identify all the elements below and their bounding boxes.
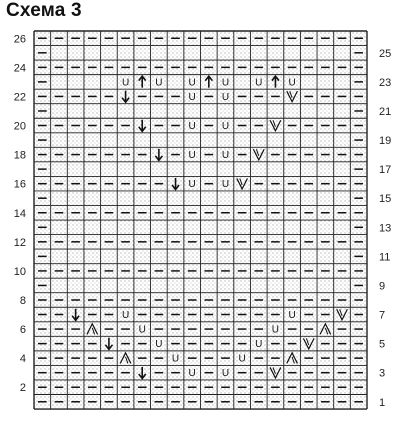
u-yarn-over-icon: U bbox=[188, 150, 196, 162]
u-yarn-over-icon: U bbox=[171, 353, 180, 365]
row-number-right: 21 bbox=[379, 105, 392, 118]
row-number-left: 2 bbox=[19, 382, 26, 395]
u-yarn-over-icon: U bbox=[188, 77, 196, 89]
u-yarn-over-icon: U bbox=[155, 339, 163, 351]
row-number-left: 20 bbox=[13, 120, 26, 133]
u-yarn-over-icon: U bbox=[221, 91, 230, 103]
row-number-right: 25 bbox=[379, 47, 392, 60]
row-number-left: 12 bbox=[13, 236, 26, 249]
row-number-left: 14 bbox=[13, 207, 26, 220]
u-yarn-over-icon: U bbox=[238, 353, 246, 365]
row-number-left: 26 bbox=[13, 33, 26, 46]
row-number-left: 8 bbox=[19, 294, 26, 307]
u-yarn-over-icon: U bbox=[288, 77, 296, 89]
row-number-left: 22 bbox=[13, 91, 26, 104]
row-number-right: 15 bbox=[379, 193, 392, 206]
row-number-left: 4 bbox=[19, 353, 26, 366]
u-yarn-over-icon: U bbox=[155, 77, 163, 89]
row-number-left: 10 bbox=[13, 265, 26, 278]
grid-lines bbox=[34, 31, 367, 409]
u-yarn-over-icon: U bbox=[188, 91, 196, 103]
row-number-right: 17 bbox=[379, 164, 392, 177]
u-yarn-over-icon: U bbox=[221, 179, 230, 191]
row-number-right: 5 bbox=[379, 338, 386, 351]
row-number-right: 23 bbox=[379, 76, 392, 89]
u-yarn-over-icon: U bbox=[288, 310, 296, 322]
row-number-left: 18 bbox=[13, 149, 26, 162]
row-number-right: 9 bbox=[379, 280, 386, 293]
row-number-left: 6 bbox=[19, 324, 26, 337]
u-yarn-over-icon: U bbox=[221, 150, 230, 162]
row-numbers-right bbox=[379, 48, 391, 409]
u-yarn-over-icon: U bbox=[221, 368, 230, 380]
u-yarn-over-icon: U bbox=[121, 310, 130, 322]
row-number-right: 1 bbox=[379, 396, 386, 409]
row-number-left: 24 bbox=[13, 62, 26, 75]
row-number-right: 19 bbox=[379, 135, 392, 148]
u-yarn-over-icon: U bbox=[138, 324, 146, 336]
u-yarn-over-icon: U bbox=[221, 77, 230, 89]
u-yarn-over-icon: U bbox=[121, 77, 130, 89]
row-number-right: 3 bbox=[379, 367, 386, 380]
u-yarn-over-icon: U bbox=[255, 339, 263, 351]
row-number-right: 11 bbox=[379, 251, 391, 264]
row-number-left: 16 bbox=[13, 178, 26, 191]
u-yarn-over-icon: U bbox=[188, 368, 196, 380]
u-yarn-over-icon: U bbox=[271, 324, 280, 336]
row-number-right: 13 bbox=[379, 222, 392, 235]
u-yarn-over-icon: U bbox=[188, 121, 196, 133]
u-yarn-over-icon: U bbox=[188, 179, 196, 191]
row-number-right: 7 bbox=[379, 309, 386, 322]
u-yarn-over-icon: U bbox=[221, 121, 230, 133]
chart-title: Схема 3 bbox=[6, 0, 82, 21]
u-yarn-over-icon: U bbox=[255, 77, 263, 89]
row-numbers-left bbox=[14, 33, 26, 394]
